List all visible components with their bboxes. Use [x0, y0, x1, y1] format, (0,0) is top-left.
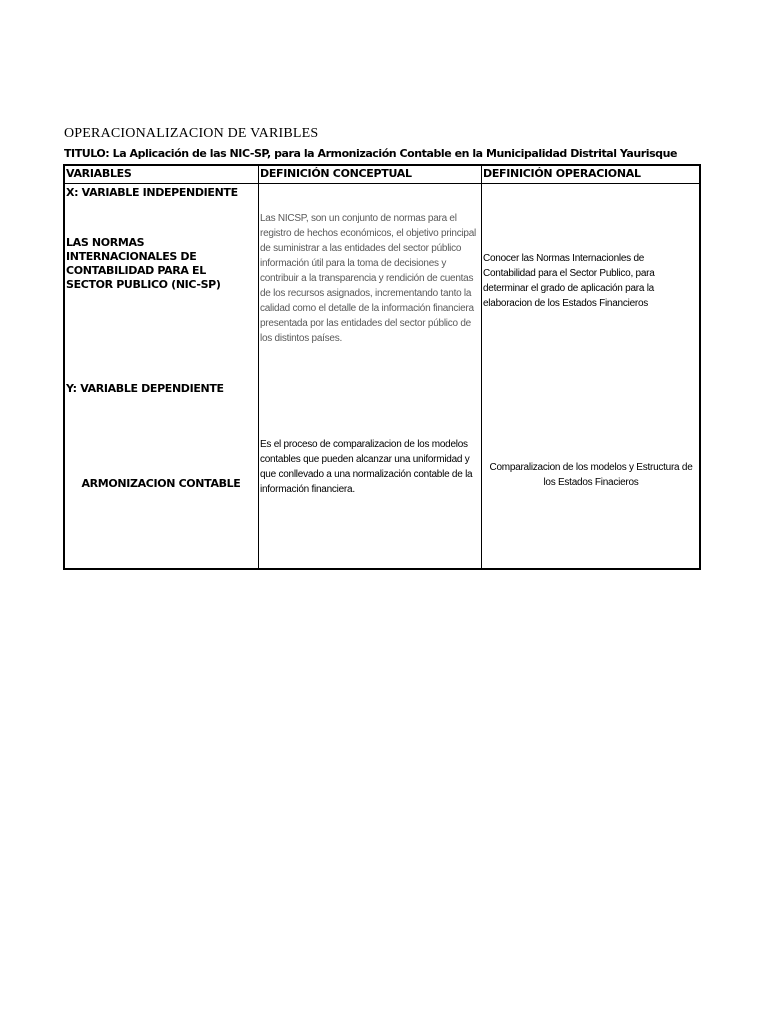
independent-operational-definition: Conocer las Normas Internacionles de Contabilidad para el Sector Publico, para determinar el grado de aplicación para la elaboracion de los Estados Financieros: [483, 253, 655, 309]
operationalization-table: [63, 164, 701, 570]
dependent-operational-definition: Comparalizacion de los modelos y Estructura de los Estados Finacieros: [489, 462, 693, 488]
independent-variable-type: X: VARIABLE INDEPENDIENTE: [66, 186, 238, 199]
dependent-conceptual-definition: Es el proceso de comparalizacion de los modelos contables que pueden alcanzar una uniformidad y que conllevado a una normalización contable de la información financiera.: [260, 439, 473, 495]
dependent-variable-name: ARMONIZACION CONTABLE: [81, 477, 241, 490]
column-divider-1: [258, 166, 259, 568]
header-row-divider: [65, 183, 699, 184]
column-divider-2: [481, 166, 482, 568]
independent-variable-name: LAS NORMAS INTERNACIONALES DE CONTABILIDAD PARA EL SECTOR PUBLICO (NIC-SP): [66, 236, 221, 291]
independent-conceptual-definition: Las NICSP, son un conjunto de normas para el registro de hechos económicos, el objetivo principal de suministrar a las entidades del sector público información útil para la toma de decisiones y contribuir a la transparencia y rendición de cuentas de los recursos asignados, incrementando tanto la calidad como el detalle de la información financiera presentada por las entidades del sector público de los distintos países.: [260, 213, 477, 344]
header-conceptual-definition: DEFINICIÓN CONCEPTUAL: [260, 167, 412, 180]
document-subtitle: TITULO: La Aplicación de las NIC-SP, para la Armonización Contable en la Municipalidad Distrital Yaurisque: [64, 147, 677, 160]
header-operational-definition: DEFINICIÓN OPERACIONAL: [483, 167, 641, 180]
dependent-variable-type: Y: VARIABLE DEPENDIENTE: [66, 382, 224, 395]
document-heading: OPERACIONALIZACION DE VARIBLES: [64, 126, 319, 141]
header-variables: VARIABLES: [66, 167, 132, 180]
